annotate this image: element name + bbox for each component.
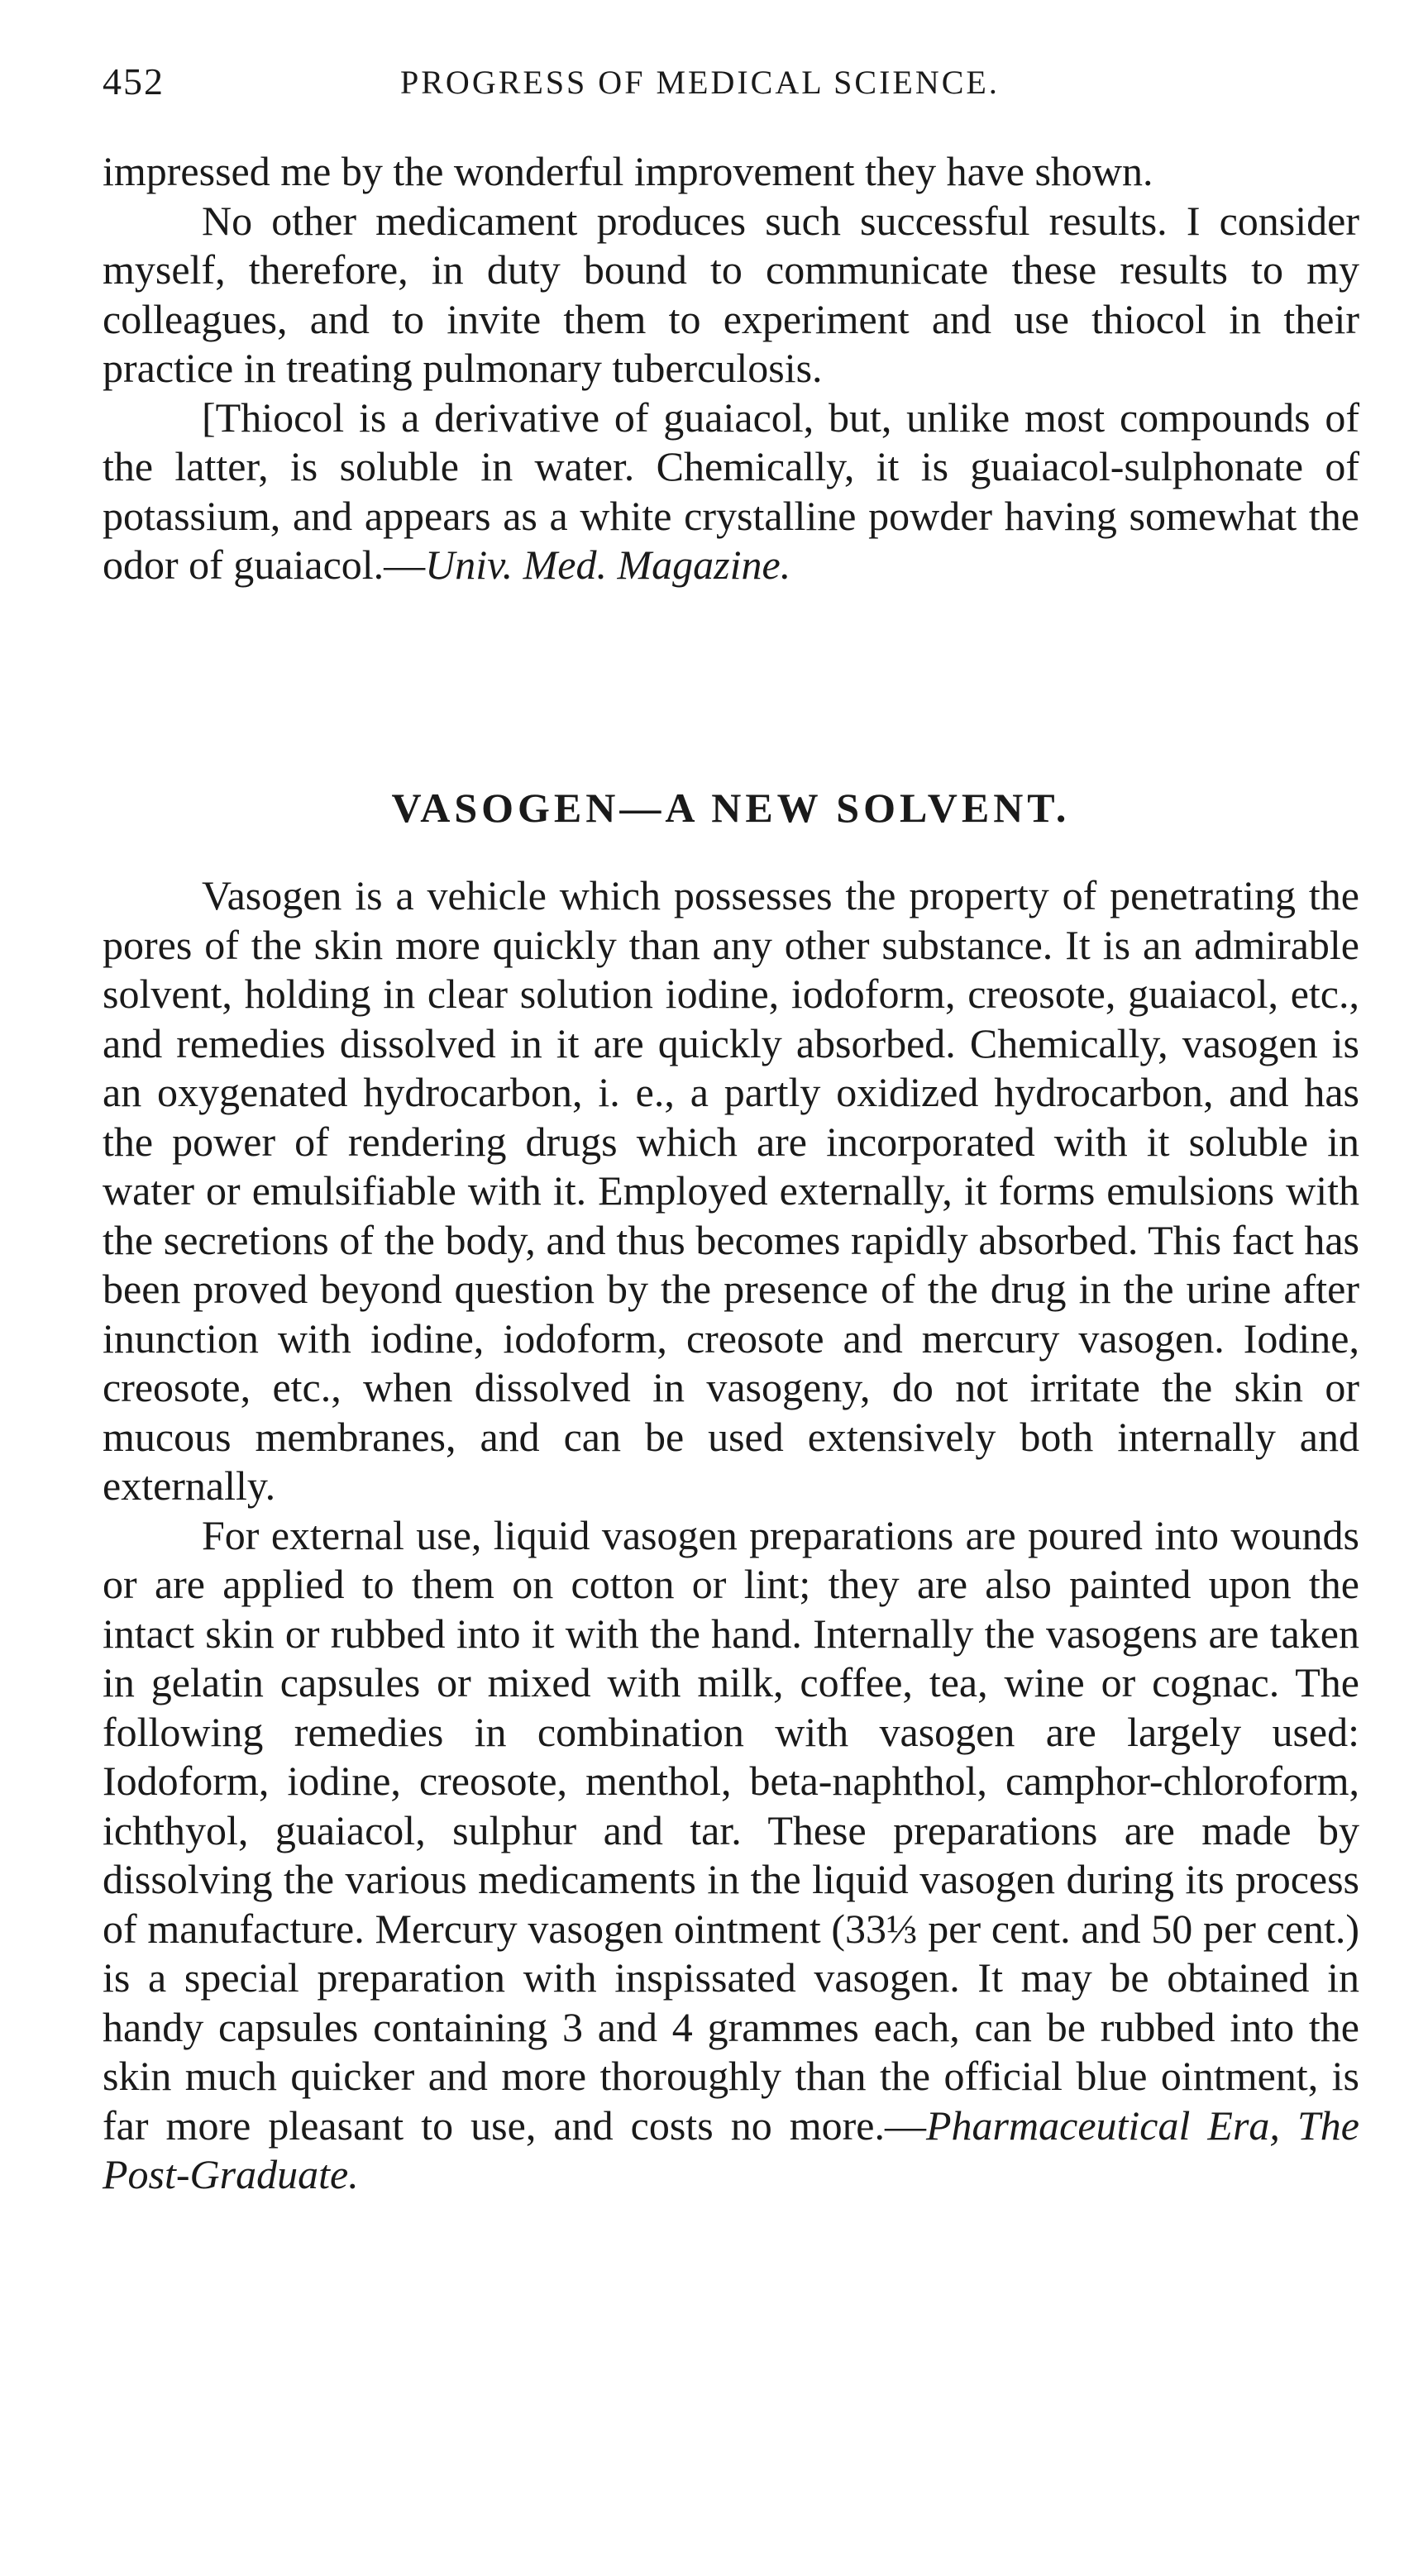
page-number: 452 [103, 60, 165, 103]
page-header [103, 60, 1359, 117]
paragraph-with-source [103, 1511, 1359, 2200]
running-title: PROGRESS OF MEDICAL SCIENCE. [400, 64, 1000, 101]
paragraph-text: [Thiocol is a derivative of guaiacol, but, unlike most compounds of the latter, is soluble in water. Chemically, it is guaiacol-sulphonate of potassium, and appears as a white crystalline powder having somewhat the odor of guaiacol.— [103, 394, 1359, 588]
paragraph: No other medicament produces such successful results. I consider myself, therefore, in duty bound to communicate these results to my colleagues, and to invite them to experiment and use thiocol in their practice in treating pulmonary tuberculosis. [103, 197, 1359, 391]
paragraph-with-source [103, 394, 1359, 590]
paragraph: Vasogen is a vehicle which possesses the property of penetrating the pores of the skin more quickly than any other substance. It is an admirable solvent, holding in clear solution iodine, iodoform, creosote, guaiacol, etc., and remedies dissolved in it are quickly absorbed. Chemically, vasogen is an oxygenated hydrocarbon, i. e., a partly oxidized hydrocarbon, and has the power of rendering drugs which are incorporated with it soluble in water or emulsifiable with it. Employed externally, it forms emulsions with the secretions of the body, and thus becomes rapidly absorbed. This fact has been proved beyond question by the presence of the drug in the urine after inunction with iodine, iodoform, creosote and mercury vasogen. Iodine, creosote, etc., when dissolved in vasogeny, do not irritate the skin or mucous membranes, and can be used extensively both internally and externally. [103, 872, 1359, 1509]
section-title: VASOGEN—A NEW SOLVENT. [391, 785, 1071, 831]
vasogen-article [103, 871, 1359, 2200]
thiocol-article-continuation [103, 147, 1359, 590]
paragraph: impressed me by the wonderful improvement they have shown. [103, 148, 1153, 194]
source-citation: Univ. Med. Magazine. [425, 541, 791, 588]
paragraph-text: For external use, liquid vasogen preparations are poured into wounds or are applied to them on cotton or lint; they are also painted upon the intact skin or rubbed into it with the hand. Internally the vasogens are taken in gelatin capsules or mixed with milk, coffee, tea, wine or cognac. The following remedies in combination with vasogen are largely used: Iodoform, iodine, creosote, menthol, beta-naphthol, camphor-chloroform, ichthyol, guaiacol, sulphur and tar. These preparations are made by dissolving the various medicaments in the liquid vasogen during its process of manufacture. Mercury vasogen ointment (33⅓ per cent. and 50 per cent.) is a special preparation with inspissated vasogen. It may be obtained in handy capsules containing 3 and 4 grammes each, can be rubbed into the skin much quicker and more thoroughly than the official blue ointment, is far more pleasant to use, and costs no more.— [103, 1511, 1359, 2149]
source-citation: Pharmaceutical Era, The Post-Graduate. [103, 2101, 1359, 2197]
